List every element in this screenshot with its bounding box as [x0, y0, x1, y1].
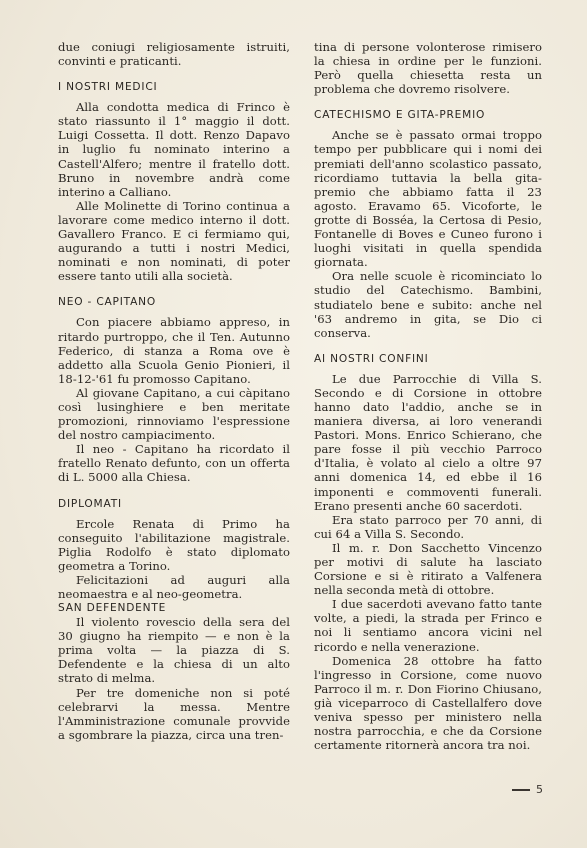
- page-number-value: 5: [536, 783, 543, 796]
- left-column: [58, 40, 290, 742]
- paragraph: Al giovane Capitano, a cui càpitano così lusinghiere e ben meritate promozioni, rinnoviamo l'espressione del nostro campiacimento.: [58, 385, 290, 443]
- section-heading-diplomati: DIPLOMATI: [58, 497, 122, 510]
- page-number: [512, 783, 543, 796]
- paragraph: Il neo - Capitano ha ricordato il fratello Renato defunto, con un offerta di L. 5000 alla Chiesa.: [58, 442, 290, 485]
- section-heading-medici: I NOSTRI MEDICI: [58, 81, 158, 94]
- section-heading-san-defendente: SAN DEFENDENTE: [58, 602, 167, 615]
- paragraph: Il m. r. Don Sacchetto Vincenzo per motivi di salute ha lasciato Corsione e si è ritirato a Valfenera nella seconda metà di ottobre.: [314, 540, 542, 598]
- section-heading-catechismo: CATECHISMO E GITA-PREMIO: [314, 109, 486, 122]
- paragraph: Felicitazioni ad auguri alla neomaestra e al neo-geometra.: [58, 572, 290, 601]
- right-column: [314, 40, 542, 752]
- paragraph: Alle Molinette di Torino continua a lavorare come medico interno il dott. Gavallero Franco. E ci fermiamo qui, augurando a tutti i nostri Medici, nominati e non nominati, di poter essere tanto utili alla società.: [58, 198, 290, 284]
- section-heading-confini: AI NOSTRI CONFINI: [314, 352, 429, 365]
- paragraph: Era stato parroco per 70 anni, di cui 64 a Villa S. Secondo.: [314, 512, 542, 541]
- paragraph: Ora nelle scuole è ricominciato lo studio del Catechismo. Bambini, studiatelo bene e subito: anche nel '63 andremo in gita, se Dio ci conserva.: [314, 269, 542, 340]
- paragraph: Le due Parrocchie di Villa S. Secondo e di Corsione in ottobre hanno dato l'addio, anche se in maniera diversa, ai loro venerandi Pastori. Mons. Enrico Schierano, che pare fosse il più vecchio Parroco d'Italia, è volato al cielo a oltre 97 anni domenica 14, ed ebbe il 16 imponenti e commoventi funerali. Erano presenti anche 60 sacerdoti.: [314, 371, 542, 513]
- paragraph: Per tre domeniche non si poté celebrarvi la messa. Mentre l'Amministrazione comunale provvide a sgombrare la piazza, circa una tren-: [58, 685, 290, 742]
- paragraph: Con piacere abbiamo appreso, in ritardo purtroppo, che il Ten. Autunno Federico, di stanza a Roma ove è addetto alla Scuola Genio Pionieri, il 18-12-'61 fu promosso Capitano.: [58, 315, 290, 386]
- section-heading-neo-capitano: NEO - CAPITANO: [58, 296, 157, 309]
- paragraph: Il violento rovescio della sera del 30 giugno ha riempito — e non è la prima volta — la piazza di S. Defendente e la chiesa di un alto strato di melma.: [58, 615, 290, 686]
- paragraph: Ercole Renata di Primo ha conseguito l'abilitazione magistrale. Piglia Rodolfo è stato diplomato geometra a Torino.: [58, 516, 290, 573]
- paragraph: I due sacerdoti avevano fatto tante volte, a piedi, la strada per Frinco e noi li sentiamo ancora vicini nel ricordo e nella venerazione.: [314, 597, 542, 654]
- dash-rule: [512, 789, 530, 791]
- paragraph: tina di persone volonterose rimisero la chiesa in ordine per le funzioni. Però quella chiesetta resta un problema che dovremo risolvere.: [314, 40, 542, 97]
- paragraph: due coniugi religiosamente istruiti, convinti e praticanti.: [58, 40, 290, 69]
- paragraph: Domenica 28 ottobre ha fatto l'ingresso in Corsione, come nuovo Parroco il m. r. Don Fiorino Chiusano, già viceparroco di Castellalfero dove veniva spesso per ministero nella nostra parrocchia, e che da Corsione certamente ritornerà ancora tra noi.: [314, 653, 542, 753]
- paragraph: Anche se è passato ormai troppo tempo per pubblicare qui i nomi dei premiati dell'anno scolastico passato, ricordiamo tuttavia la bella gita-premio che abbiamo fatta il 23 agosto. Eravamo 65. Vicoforte, le grotte di Bosséa, la Certosa di Pesio, Fontanelle di Boves e Cuneo furono i luoghi visitati in quella spendida giornata.: [314, 128, 542, 270]
- paragraph: Alla condotta medica di Frinco è stato riassunto il 1° maggio il dott. Luigi Cossetta. Il dott. Renzo Dapavo in luglio fu nominato interino a Castell'Alfero; mentre il fratello dott. Bruno in novembre andrà come interino a Calliano.: [58, 100, 290, 199]
